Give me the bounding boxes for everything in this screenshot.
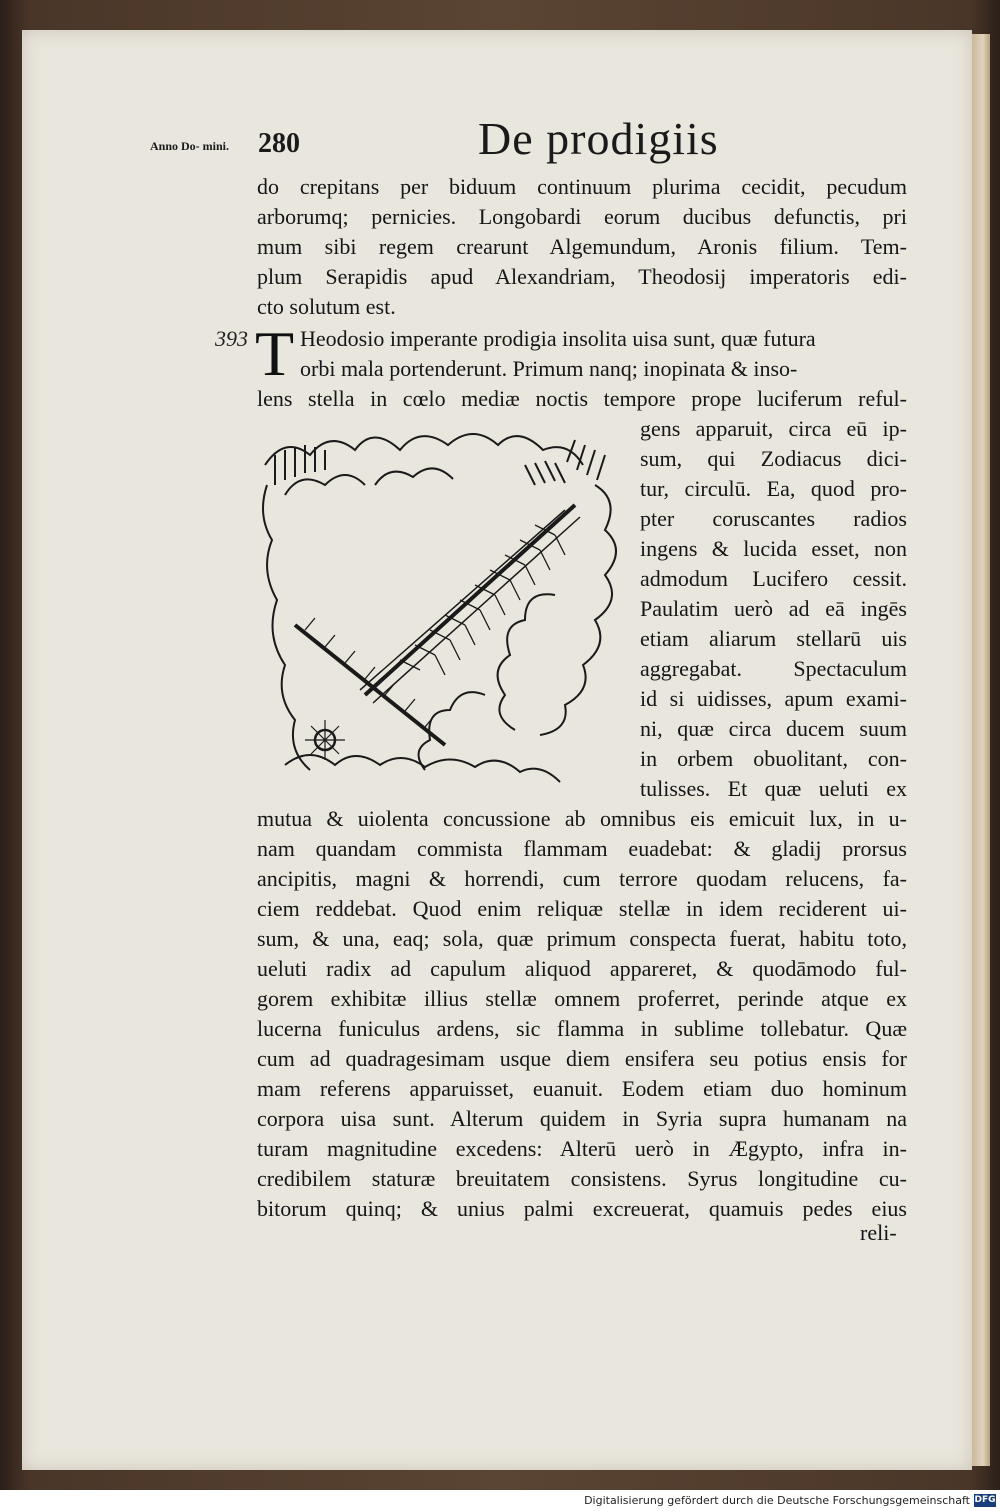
text-line: credibilem staturæ breuitatem consistens. Syrus longitudine cu-	[257, 1166, 907, 1191]
text-line: ancipitis, magni & horrendi, cum terrore quodam relucens, fa-	[257, 866, 907, 891]
text-line: Paulatim uerò ad eā ingēs	[640, 596, 907, 621]
text-line: ueluti radix ad capulum aliquod appareret, & quodāmodo ful-	[257, 956, 907, 981]
text-line: sum, qui Zodiacus dici-	[640, 446, 907, 471]
text-line: lucerna funiculus ardens, sic flamma in sublime tollebatur. Quæ	[257, 1016, 907, 1041]
text-line: pter coruscantes radios	[640, 506, 907, 531]
text-line: nam quandam commista flammam euadebat: & gladij prorsus	[257, 836, 907, 861]
text-line: arborumq; pernicies. Longobardi eorum ducibus defunctis, pri	[257, 204, 907, 229]
text-line: mum sibi regem crearunt Algemundum, Aronis filium. Tem-	[257, 234, 907, 259]
drop-capital: T	[255, 318, 295, 389]
text-line: ni, quæ circa ducem suum	[640, 716, 907, 741]
text-line: ciem reddebat. Quod enim reliquæ stellæ in idem reciderent ui-	[257, 896, 907, 921]
text-line: cum ad quadragesimam usque diem ensifera seu potius ensis for	[257, 1046, 907, 1071]
footer-credit: Digitalisierung gefördert durch die Deutsche Forschungsgemeinschaft	[584, 1494, 970, 1507]
text-line: sum, & una, eaq; sola, quæ primum conspecta fuerat, habitu toto,	[257, 926, 907, 951]
text-line: gorem exhibitæ illius stellæ omnem proferret, perinde atque ex	[257, 986, 907, 1011]
text-line: mam referens apparuisset, euanuit. Eodem etiam duo hominum	[257, 1076, 907, 1101]
text-line: mutua & uiolenta concussione ab omnibus eis emicuit lux, in u-	[257, 806, 907, 831]
text-line: lens stella in cœlo mediæ noctis tempore prope luciferum reful-	[257, 386, 907, 411]
text-line: do crepitans per biduum continuum plurima cecidit, pecudum	[257, 174, 907, 199]
text-line: Heodosio imperante prodigia insolita uisa sunt, quæ futura	[300, 326, 816, 351]
text-line: id si uidisses, apum exami-	[640, 686, 907, 711]
text-line: turam magnitudine excedens: Alterū uerò in Ægypto, infra in-	[257, 1136, 907, 1161]
catchword: reli-	[860, 1220, 897, 1245]
text-line: tur, circulū. Ea, quod pro-	[640, 476, 907, 501]
text-line: gens apparuit, circa eū ip-	[640, 416, 907, 441]
text-line: bitorum quinq; & unius palmi excreuerat, quamuis pedes eius	[257, 1196, 907, 1221]
text-line: aggregabat. Spectaculum	[640, 656, 907, 681]
text-line: orbi mala portenderunt. Primum nanq; inopinata & inso-	[300, 356, 798, 381]
text-line: cto solutum est.	[257, 294, 396, 319]
text-line: corpora uisa sunt. Alterum quidem in Syria supra humanam na	[257, 1106, 907, 1131]
page-edge	[972, 34, 990, 1466]
marginal-note: Anno Do- mini.	[150, 139, 230, 153]
text-line: in orbem obuolitant, con-	[640, 746, 907, 771]
text-line: tulisses. Et quæ ueluti ex	[640, 776, 907, 801]
text-line: ingens & lucida esset, non	[640, 536, 907, 561]
woodcut-comet-illustration	[255, 425, 627, 793]
text-line: etiam aliarum stellarū uis	[640, 626, 907, 651]
text-line: plum Serapidis apud Alexandriam, Theodosij imperatoris edi-	[257, 264, 907, 289]
dfg-logo: DFG	[974, 1495, 996, 1505]
text-line: admodum Lucifero cessit.	[640, 566, 907, 591]
margin-year: 393	[215, 326, 248, 351]
page-number: 280	[258, 128, 300, 159]
running-head: De prodigiis	[478, 113, 719, 164]
